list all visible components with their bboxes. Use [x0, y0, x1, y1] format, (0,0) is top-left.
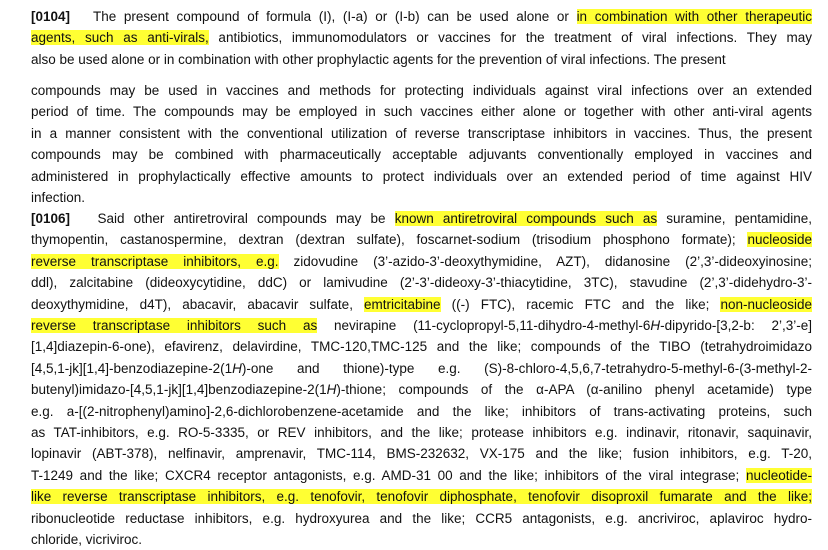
- highlighted-text: like reverse transcriptase inhibitors, e.g. tenofovir, tenofovir diphosphate, tenofovir disoproxil fumarate and the like;: [31, 489, 812, 505]
- text-line: [31, 380, 812, 400]
- text-line: [31, 7, 812, 27]
- text-line: [31, 466, 812, 486]
- text-segment: compounds may be combined with pharmaceutically acceptable adjuvants conventionally employed in vaccines and: [31, 147, 812, 163]
- text-line: [31, 252, 812, 272]
- paragraph-number: [0106]: [31, 211, 71, 226]
- text-line: [31, 28, 812, 48]
- highlighted-text: reverse transcriptase inhibitors, e.g.: [31, 253, 279, 269]
- text-segment: deoxythymidine, d4T), abacavir, abacavir sulfate,: [31, 296, 365, 312]
- highlighted-text: known antiretroviral compounds such as: [394, 211, 658, 226]
- text-segment: nevirapine (11-cyclopropyl-5,11-dihydro-4-methyl-6: [317, 318, 651, 333]
- text-segment: lopinavir (ABT-378), nelfinavir, amprenavir, TMC-114, BMS-232632, VX-175 and the like; fusion inhibitors, e.g. T-20,: [31, 446, 812, 462]
- text-segment: H: [650, 318, 661, 333]
- text-segment: [4,5,1-jk][1,4]-benzodiazepine-2(1: [31, 360, 233, 376]
- text-segment: ribonucleotide reductase inhibitors, e.g. hydroxyurea and the like; CCR5 antagonists, e.g. ancriviroc, aplaviroc hydro-: [31, 510, 812, 526]
- text-line: [31, 402, 812, 422]
- text-segment: compounds may be used in vaccines and methods for protecting individuals against viral infections over an extended: [31, 83, 812, 98]
- text-line: [31, 444, 812, 464]
- text-segment: The present compound of formula (I), (I-a) or (I-b) can be used alone or: [92, 9, 577, 24]
- text-line: [31, 230, 812, 250]
- text-segment: T-1249 and the like; CXCR4 receptor antagonists, e.g. AMD-31 00 and the like; inhibitors of the viral integrase;: [31, 467, 746, 483]
- text-segment: infection.: [31, 190, 86, 205]
- text-line: [31, 102, 812, 122]
- text-segment: H: [326, 382, 337, 398]
- text-line: [31, 509, 812, 529]
- text-line: [31, 359, 812, 379]
- text-line: [31, 295, 812, 315]
- text-segment: in a manner consistent with the conventional utilization of reverse transcriptase inhibitors in vaccines. Thus, the present: [31, 125, 812, 141]
- text-segment: also be used alone or in combination with other prophylactic agents for the prevention of viral infections. The present: [31, 51, 726, 67]
- text-segment: e.g. a-[(2-nitrophenyl)amino]-2,6-dichlorobenzene-acetamide and the like; inhibitors of trans-activating proteins, such: [31, 403, 812, 419]
- text-segment: zidovudine (3’-azido-3’-deoxythymidine, AZT), didanosine (2’,3’-dideoxyinosine;: [278, 253, 812, 269]
- highlighted-text: nucleoside: [747, 232, 812, 248]
- text-segment: administered in prophylactically effective amounts to protect individuals over an extended period of time against HIV: [31, 168, 812, 184]
- text-segment: butenyl)imidazo-[4,5,1-jk][1,4]benzodiazepine-2(1: [31, 382, 327, 398]
- text-line: [31, 209, 812, 229]
- text-line: [31, 337, 812, 357]
- text-line: [31, 273, 812, 293]
- text-line: [31, 167, 812, 187]
- text-segment: suramine, pentamidine,: [657, 211, 812, 226]
- text-segment: chloride, vicriviroc.: [31, 532, 143, 547]
- text-line: [31, 487, 812, 507]
- text-line: [31, 124, 812, 144]
- text-segment: ddl), zalcitabine (dideoxycytidine, ddC) or lamivudine (2’-3’-dideoxy-3’-thiacytidine, 3TC), stavudine (2’,3’-didehydro-3’-: [31, 275, 812, 291]
- text-segment: thymopentin, castanospermine, dextran (dextran sulfate), foscarnet-sodium (trisodium phosphono formate);: [31, 232, 748, 248]
- highlighted-text: agents, such as anti-virals,: [31, 30, 209, 46]
- text-segment: Said other antiretroviral compounds may be: [97, 211, 395, 226]
- text-segment: )-thione; compounds of the α-APA (α-anilino phenyl acetamide) type: [336, 382, 812, 398]
- highlighted-text: emtricitabine: [364, 296, 441, 312]
- highlighted-text: reverse transcriptase inhibitors such as: [31, 318, 318, 333]
- text-segment: ((-) FTC), racemic FTC and the like;: [440, 296, 721, 312]
- text-segment: H: [232, 360, 242, 376]
- text-segment: -dipyrido-[3,2-b: 2’,3’-e]: [660, 318, 812, 333]
- text-line: [31, 530, 812, 550]
- text-segment: period of time. The compounds may be employed in such vaccines either alone or together with other anti-viral agents: [31, 104, 812, 120]
- text-line: [31, 316, 812, 336]
- text-segment: )-one and thione)-type e.g. (S)-8-chloro-4,5,6,7-tetrahydro-5-methyl-6-(3-methyl-2-: [241, 360, 812, 376]
- text-segment: [1,4]diazepin-6-one), efavirenz, delavirdine, TMC-120,TMC-125 and the like; compounds of the TIBO (tetrahydroimidazo: [31, 339, 812, 355]
- text-line: [31, 423, 812, 443]
- highlighted-text: in combination with other therapeutic: [576, 9, 812, 24]
- text-segment: as TAT-inhibitors, e.g. RO-5-3335, or REV inhibitors, and the like; protease inhibitors e.g. indinavir, ritonavir, saquinavir,: [31, 425, 812, 440]
- text-line: [31, 145, 812, 165]
- text-line: [31, 188, 812, 208]
- text-line: [31, 50, 812, 70]
- highlighted-text: non-nucleoside: [720, 296, 813, 312]
- highlighted-text: nucleotide-: [745, 467, 812, 483]
- text-line: [31, 81, 812, 101]
- paragraph-number: [0104]: [31, 9, 71, 24]
- text-segment: antibiotics, immunomodulators or vaccines for the treatment of viral infections. They may: [208, 30, 812, 46]
